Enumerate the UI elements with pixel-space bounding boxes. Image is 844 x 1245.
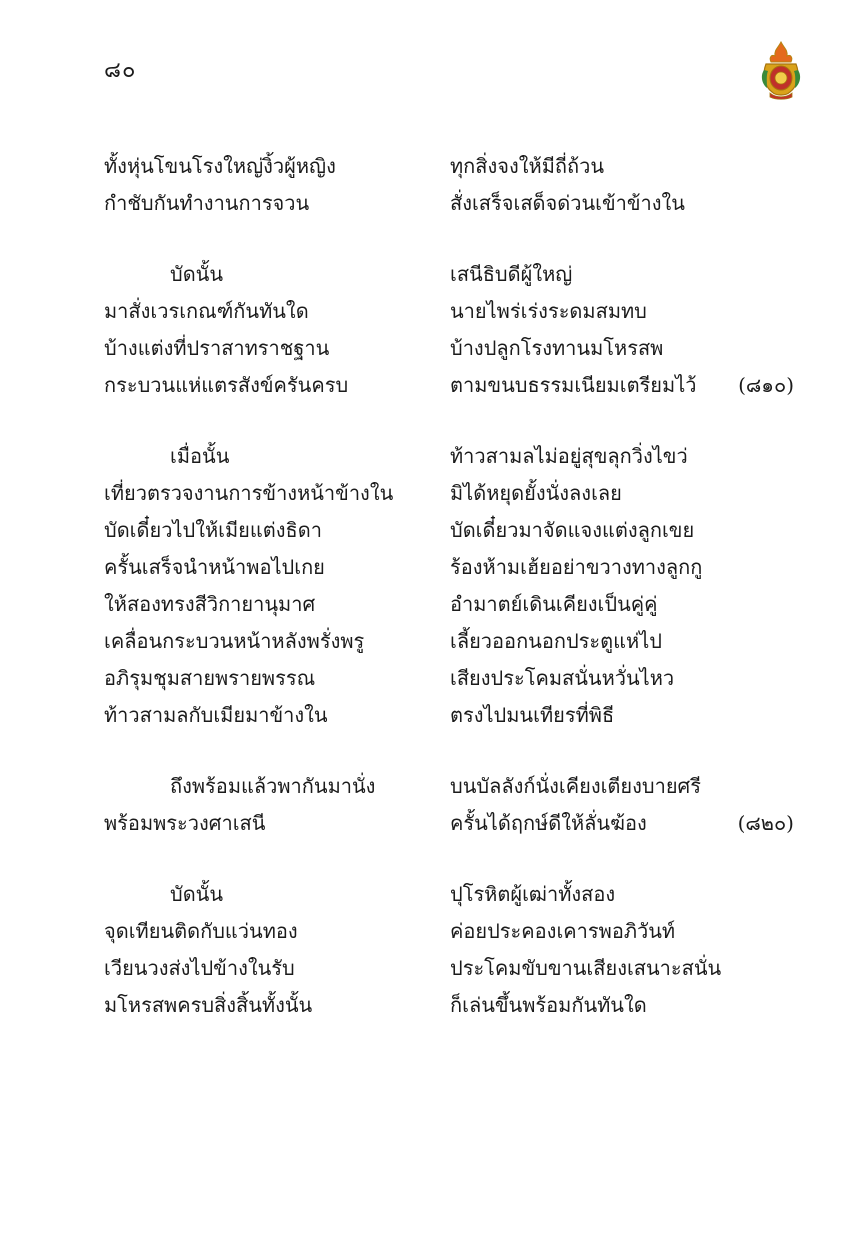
verse-line: [104, 805, 804, 842]
first-hemistich: ครั้นเสร็จนำหน้าพอไปเกย: [104, 555, 325, 579]
page-number: ๘๐: [104, 58, 137, 83]
second-hemistich: เลี้ยวออกนอกประตูแห่ไป: [450, 629, 662, 653]
second-hemistich: ร้องห้ามเฮ้ยอย่าขวางทางลูกกู: [450, 555, 703, 579]
second-hemistich: ประโคมขับขานเสียงเสนาะสนั่น: [450, 956, 722, 980]
second-hemistich: บนบัลลังก์นั่งเคียงเตียงบายศรี: [450, 774, 701, 798]
first-hemistich: บัดนั้น: [170, 262, 224, 286]
first-hemistich: เมื่อนั้น: [170, 444, 230, 468]
verse-line: [104, 148, 804, 185]
first-hemistich: บ้างแต่งที่ปราสาทราชฐาน: [104, 336, 330, 360]
second-hemistich: มิได้หยุดยั้งนั่งลงเลย: [450, 481, 622, 505]
first-hemistich: จุดเทียนติดกับแว่นทอง: [104, 919, 298, 943]
verse-line: [104, 623, 804, 660]
second-hemistich: ตามขนบธรรมเนียมเตรียมไว้: [450, 373, 697, 397]
second-hemistich: นายไพร่เร่งระดมสมทบ: [450, 299, 647, 323]
second-hemistich: เสียงประโคมสนั่นหวั่นไหว: [450, 666, 675, 690]
verse-line: [104, 697, 804, 734]
verse-number: (๘๑๐): [738, 373, 794, 397]
second-hemistich: ครั้นได้ฤกษ์ดีให้ลั่นฆ้อง: [450, 811, 647, 835]
verse-line: [104, 950, 804, 987]
verse-line: [104, 549, 804, 586]
stanza: [104, 876, 804, 1024]
first-hemistich: ท้าวสามลกับเมียมาข้างใน: [104, 703, 328, 727]
first-hemistich: ให้สองทรงสีวิกายานุมาศ: [104, 592, 316, 616]
stanza: [104, 438, 804, 734]
verse-line: [104, 913, 804, 950]
second-hemistich: สั่งเสร็จเสด็จด่วนเข้าข้างใน: [450, 191, 685, 215]
verse-line: [104, 586, 804, 623]
verse-line: [104, 512, 804, 549]
royal-crest-icon: [758, 40, 804, 100]
second-hemistich: อำมาตย์เดินเคียงเป็นคู่คู่: [450, 592, 658, 616]
stanza: [104, 768, 804, 842]
verse-line: [104, 330, 804, 367]
first-hemistich: กระบวนแห่แตรสังข์ครันครบ: [104, 373, 349, 397]
verse-line: [104, 876, 804, 913]
verse-line: [104, 293, 804, 330]
second-hemistich: ก็เล่นขึ้นพร้อมกันทันใด: [450, 993, 647, 1017]
second-hemistich: บ้างปลูกโรงทานมโหรสพ: [450, 336, 664, 360]
first-hemistich: มาสั่งเวรเกณฑ์กันทันใด: [104, 299, 309, 323]
second-hemistich: ตรงไปมนเทียรที่พิธี: [450, 703, 615, 727]
verse-line: [104, 185, 804, 222]
stanza: [104, 256, 804, 404]
first-hemistich: ทั้งหุ่นโขนโรงใหญ่งิ้วผู้หญิง: [104, 154, 336, 178]
second-hemistich: บัดเดี๋ยวมาจัดแจงแต่งลูกเขย: [450, 518, 695, 542]
verse-line: [104, 367, 804, 404]
first-hemistich: ถึงพร้อมแล้วพากันมานั่ง: [170, 774, 376, 798]
first-hemistich: เที่ยวตรวจงานการข้างหน้าข้างใน: [104, 481, 394, 505]
verse-line: [104, 475, 804, 512]
second-hemistich: ปุโรหิตผู้เฒ่าทั้งสอง: [450, 882, 616, 906]
first-hemistich: บัดนั้น: [170, 882, 224, 906]
second-hemistich: ทุกสิ่งจงให้มีถี่ถ้วน: [450, 154, 605, 178]
stanza: [104, 148, 804, 222]
first-hemistich: มโหรสพครบสิ่งสิ้นทั้งนั้น: [104, 993, 313, 1017]
first-hemistich: พร้อมพระวงศาเสนี: [104, 811, 266, 835]
second-hemistich: เสนีธิบดีผู้ใหญ่: [450, 262, 573, 286]
first-hemistich: เวียนวงส่งไปข้างในรับ: [104, 956, 295, 980]
verse-line: [104, 256, 804, 293]
first-hemistich: อภิรุมชุมสายพรายพรรณ: [104, 666, 316, 690]
first-hemistich: บัดเดี๋ยวไปให้เมียแต่งธิดา: [104, 518, 322, 542]
verse-line: [104, 768, 804, 805]
poem-verse: [104, 148, 804, 1058]
verse-line: [104, 987, 804, 1024]
first-hemistich: กำชับกันทำงานการจวน: [104, 191, 310, 215]
verse-number: (๘๒๐): [737, 811, 794, 835]
second-hemistich: ค่อยประคองเคารพอภิวันท์: [450, 919, 676, 943]
verse-line: [104, 660, 804, 697]
second-hemistich: ท้าวสามลไม่อยู่สุขลุกวิ่งไขว่: [450, 444, 688, 468]
first-hemistich: เคลื่อนกระบวนหน้าหลังพรั่งพรู: [104, 629, 365, 653]
verse-line: [104, 438, 804, 475]
